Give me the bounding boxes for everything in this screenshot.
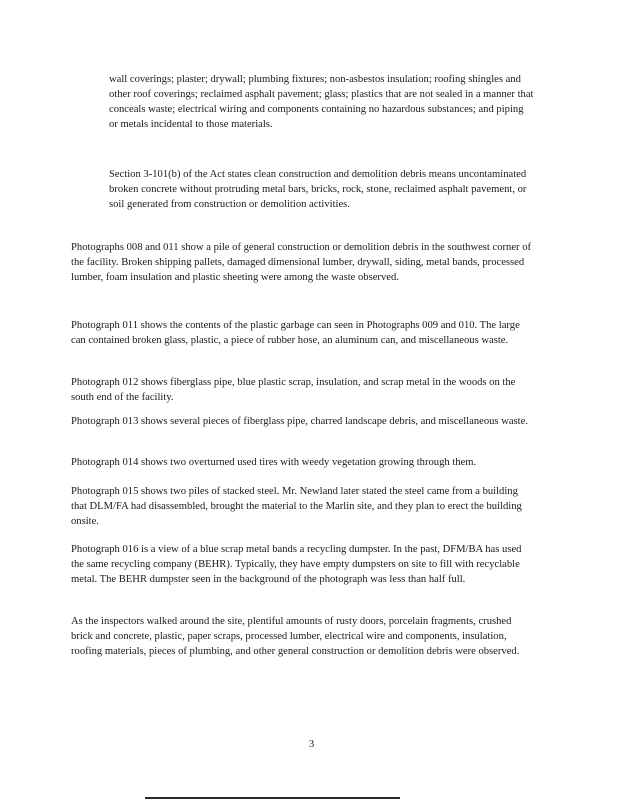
body-paragraph-photo-016: Photograph 016 is a view of a blue scrap metal bands a recycling dumpster. In the past, DFM/BA has used the same recycling company (BEHR). Typically, they have empty dumpsters on site to fill with recyclable metal. The BEHR dumpster seen in the background of the photograph was less than half full. [71,544,522,585]
scan-edge-line [145,797,400,799]
quote-paragraph-section-definition: Section 3-101(b) of the Act states clean construction and demolition debris means uncontaminated broken concrete without protruding metal bars, bricks, rock, stone, reclaimed asphalt pavement, or soil generated from construction or demolition activities. [109,169,527,210]
quote-paragraph-materials: wall coverings; plaster; drywall; plumbing fixtures; non-asbestos insulation; roofing shingles and other roof coverings; reclaimed asphalt pavement; glass; plastics that are not sealed in a manner that conceals waste; electrical wiring and components containing no hazardous substances; and piping or metals incidental to those materials. [109,74,534,130]
body-paragraph-photo-011: Photograph 011 shows the contents of the plastic garbage can seen in Photographs 009 and 010. The large can contained broken glass, plastic, a piece of rubber hose, an aluminum can, and miscellaneous waste. [71,320,520,346]
body-paragraph-site-walk: As the inspectors walked around the site, plentiful amounts of rusty doors, porcelain fragments, crushed brick and concrete, plastic, paper scraps, processed lumber, electrical wire and components, insulation, roofing materials, pieces of plumbing, and other general construction or demolition debris were observed. [71,616,520,657]
body-paragraph-photo-012: Photograph 012 shows fiberglass pipe, blue plastic scrap, insulation, and scrap metal in the woods on the south end of the facility. [71,377,516,403]
body-paragraph-photos-008-011: Photographs 008 and 011 show a pile of general construction or demolition debris in the southwest corner of the facility. Broken shipping pallets, damaged dimensional lumber, drywall, siding, metal bands, processed lumber, foam insulation and plastic sheeting were among the waste observed. [71,242,532,283]
page-number: 3 [308,739,315,750]
body-paragraph-photo-013: Photograph 013 shows several pieces of fiberglass pipe, charred landscape debris, and miscellaneous waste. [71,416,528,427]
body-paragraph-photo-015: Photograph 015 shows two piles of stacked steel. Mr. Newland later stated the steel came from a building that DLM/FA had disassembled, brought the material to the Marlin site, and they plan to erect the building onsite. [71,486,522,527]
body-paragraph-photo-014: Photograph 014 shows two overturned used tires with weedy vegetation growing through them. [71,457,477,468]
